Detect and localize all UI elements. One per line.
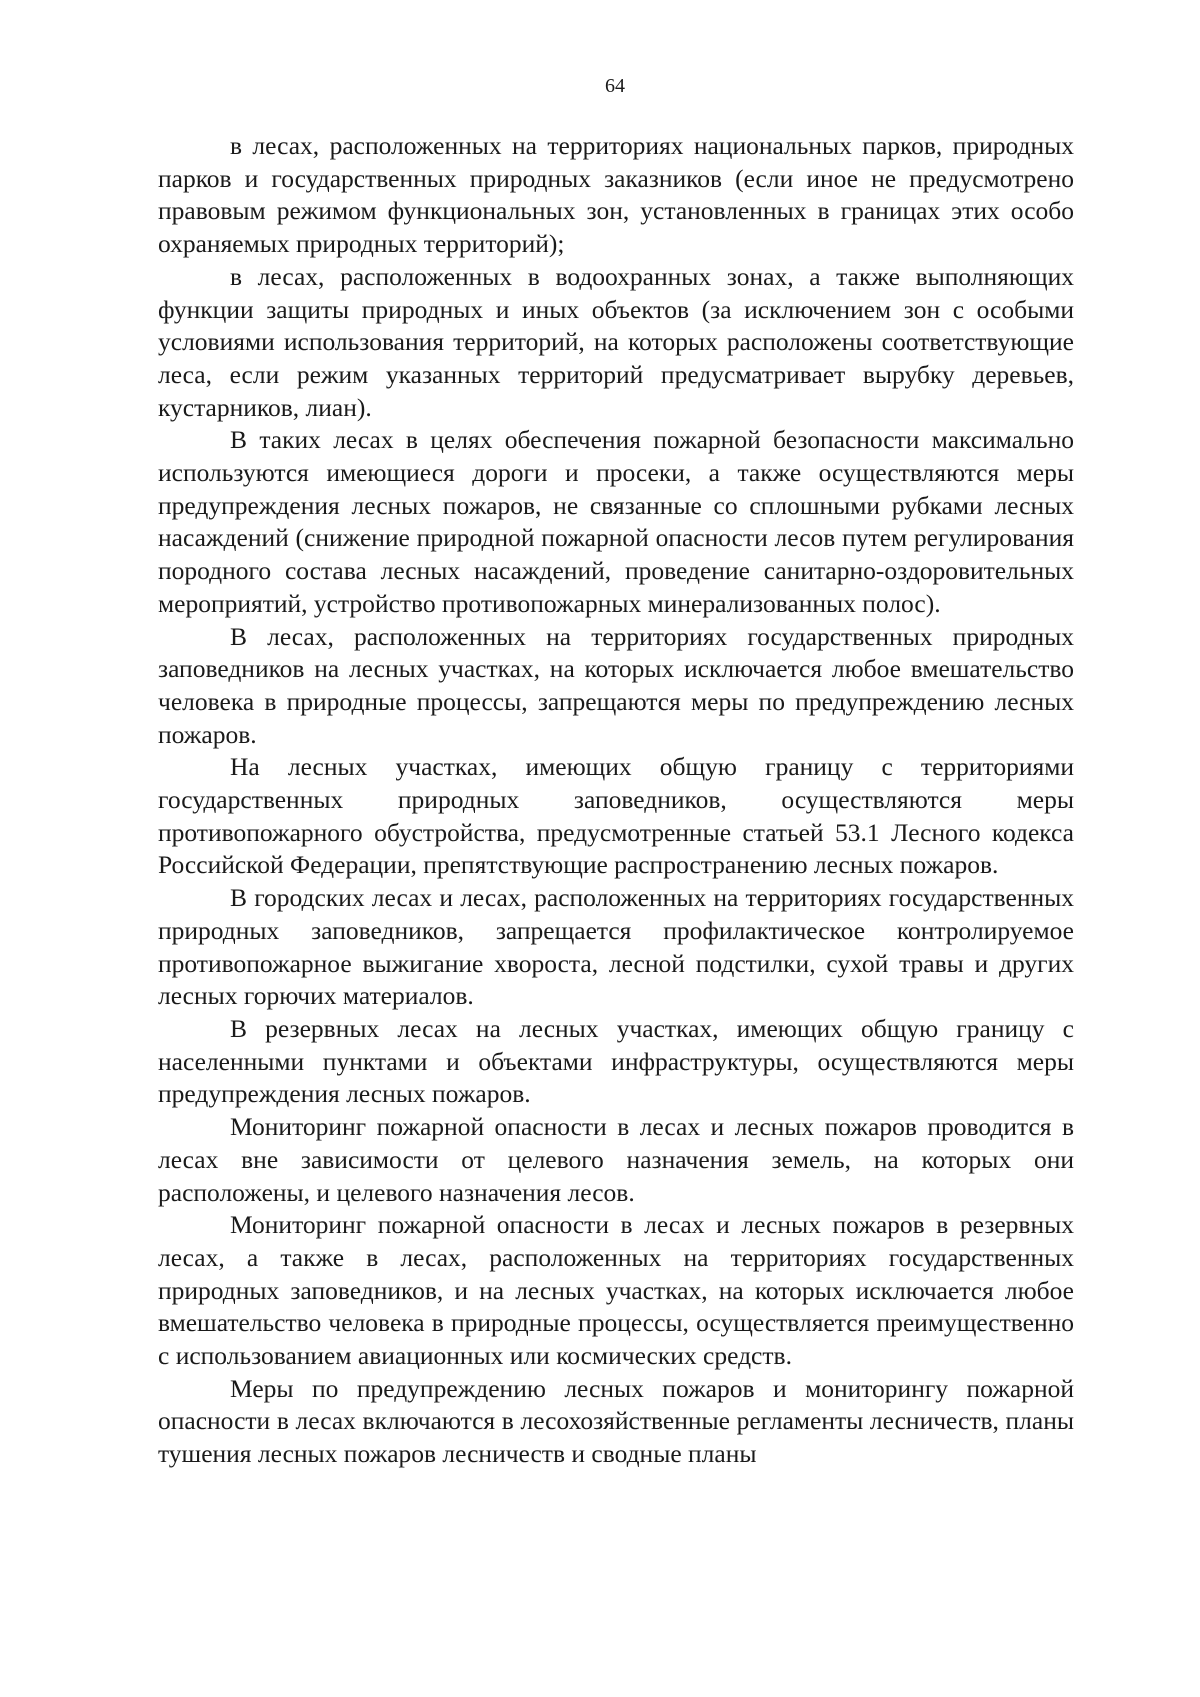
paragraph-urban-forests: В городских лесах и лесах, расположенных на территориях государственных природных заповедников, запрещается профилактическое контролируемое противопожарное выжигание хвороста, лесной подстилки, сухой травы и других лесных горючих материалов. bbox=[158, 883, 1074, 1011]
paragraph-shared-border-reserves: На лесных участках, имеющих общую границу с территориями государственных природных заповедников, осуществляются меры противопожарного обустройства, предусмотренные статьей 53.1 Лесного кодекса Российской Федерации, препятствующие распространению лесных пожаров. bbox=[158, 752, 1074, 880]
paragraph-nature-reserves: В лесах, расположенных на территориях государственных природных заповедников на лесных участках, на которых исключается любое вмешательство человека в природные процессы, запрещаются меры по предупреждению лесных пожаров. bbox=[158, 621, 1074, 749]
paragraph-monitoring-aviation: Мониторинг пожарной опасности в лесах и лесных пожаров в резервных лесах, а также в лесах, расположенных на территориях государственных природных заповедников, и на лесных участках, на которых исключается любое вмешательство человека в природные процессы, осуществляется преимущественно с использованием авиационных или космических средств. bbox=[158, 1210, 1074, 1371]
page-number: 64 bbox=[605, 75, 625, 97]
paragraph-fire-safety-measures: В таких лесах в целях обеспечения пожарной безопасности максимально используются имеющиеся дороги и просеки, а также осуществляются меры предупреждения лесных пожаров, не связанные со сплошными рубками лесных насаждений (снижение природной пожарной опасности лесов путем регулирования породного состава лесных насаждений, проведение санитарно-оздоровительных мероприятий, устройство противопожарных минерализованных полос). bbox=[158, 425, 1074, 618]
paragraph-monitoring-general: Мониторинг пожарной опасности в лесах и лесных пожаров проводится в лесах вне зависимости от целевого назначения земель, на которых они расположены, и целевого назначения лесов. bbox=[158, 1112, 1074, 1207]
paragraph-water-protection-zones: в лесах, расположенных в водоохранных зонах, а также выполняющих функции защиты природных и иных объектов (за исключением зон с особыми условиями использования территорий, на которых расположены соответствующие леса, если режим указанных территорий предусматривает вырубку деревьев, кустарников, лиан). bbox=[158, 261, 1074, 422]
document-body bbox=[158, 130, 1074, 1471]
paragraph-reserve-forests: В резервных лесах на лесных участках, имеющих общую границу с населенными пунктами и объектами инфраструктуры, осуществляются меры предупреждения лесных пожаров. bbox=[158, 1013, 1074, 1109]
paragraph-national-parks: в лесах, расположенных на территориях национальных парков, природных парков и государственных природных заказников (если иное не предусмотрено правовым режимом функциональных зон, установленных в границах этих особо охраняемых природных территорий); bbox=[158, 131, 1074, 259]
paragraph-regulations: Меры по предупреждению лесных пожаров и мониторингу пожарной опасности в лесах включаются в лесохозяйственные регламенты лесничеств, планы тушения лесных пожаров лесничеств и сводные планы bbox=[158, 1373, 1074, 1469]
